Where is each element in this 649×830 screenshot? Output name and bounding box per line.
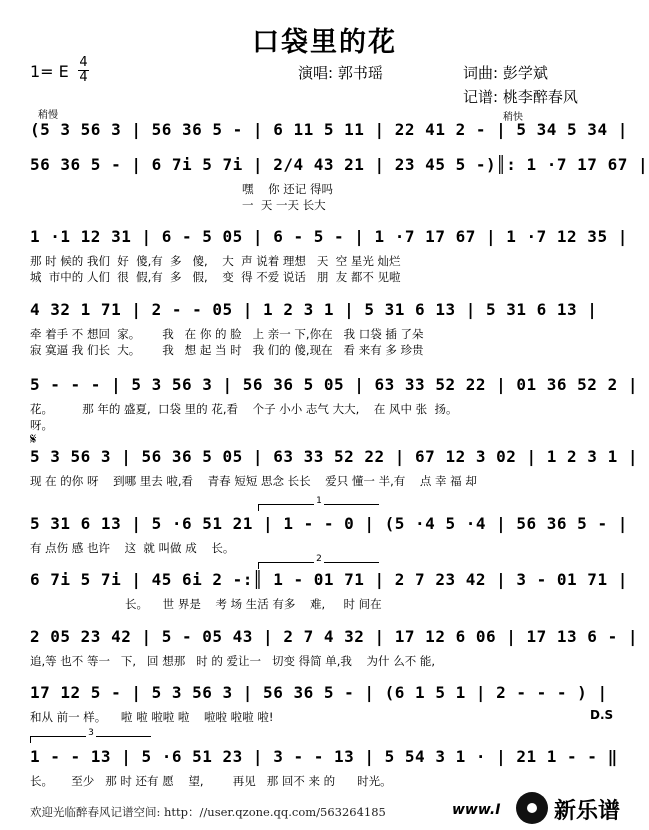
lyrics-verse-1: 和从 前一 样。 啦 啦 啦啦 啦 啦啦 啦啦 啦! (30, 710, 274, 724)
ds-mark: D.S (590, 708, 614, 722)
lyrics-verse-2: 呀。 (30, 418, 53, 432)
site-logo (452, 790, 646, 828)
lyrics-verse-1: 长。 世 界是 考 场 生活 有多 难, 时 间在 (30, 597, 382, 611)
lyrics-verse-2: 一 天 一天 长大 (30, 198, 326, 212)
notation-line: 56 36 5 - | 6 7i 5 7i | 2/4 43 21 | 23 45 5 -)║: 1 ·7 17 67 | (30, 155, 649, 174)
lyrics-verse-2: 寂 寞逼 我 们长 大。 我 想 起 当 时 我 们的 傻,现在 看 来有 多 珍贵 (30, 343, 424, 357)
lyrics-verse-1: 牵 着手 不 想回 家。 我 在 你 的 脸 上 亲一 下,你在 我 口袋 插 了朵 (30, 327, 424, 341)
score-system (30, 447, 638, 517)
score-system (30, 227, 628, 297)
volta-second: 2 (258, 562, 379, 569)
time-sig-bottom: 4 (79, 70, 88, 85)
lyrics-verse-1: 长。 至少 那 时 还有 愿 望, 再见 那 回不 来 的 时光。 (30, 774, 392, 788)
logo-text: 新乐谱 (554, 799, 621, 824)
notation-line: 5 31 6 13 | 5 ·6 51 21 | 1 - - 0 | (5 ·4 5 ·4 | 56 36 5 - | (30, 514, 628, 533)
logo-www-text: www.I (452, 802, 501, 818)
time-signature (78, 57, 89, 84)
record-disc-icon (516, 792, 548, 824)
lyrics-verse-1: 追,等 也不 等一 下, 回 想那 时 的 爱让一 切变 得简 单,我 为什 么不 能, (30, 654, 436, 668)
volta-first: 1 (258, 504, 379, 511)
score-system (30, 155, 649, 225)
lyrics-verse-1: 花。 那 年的 盛夏, 口袋 里的 花,看 个子 小小 志气 大大, 在 风中 张 扬。 (30, 402, 458, 416)
notation-line: 4 32 1 71 | 2 - - 05 | 1 2 3 1 | 5 31 6 13 | 5 31 6 13 | (30, 300, 598, 319)
notation-line: 5 - - - | 5 3 56 3 | 56 36 5 05 | 63 33 52 22 | 01 36 52 2 | (30, 375, 638, 394)
score-system (30, 375, 638, 445)
time-sig-top: 4 (79, 55, 88, 70)
notation-line: 1 ·1 12 31 | 6 - 5 05 | 6 - 5 - | 1 ·7 17 67 | 1 ·7 12 35 | (30, 227, 628, 246)
score-system (30, 683, 610, 753)
lyrics-verse-1: 那 时 候的 我们 好 傻,有 多 傻, 大 声 说着 理想 天 空 星光 灿烂 (30, 254, 401, 268)
song-title: 口袋里的花 (252, 27, 397, 58)
footer-website: 欢迎光临醉春风记谱空间: http：//user.qzone.qq.com/563264185 (30, 805, 386, 819)
notation-line: 2 05 23 42 | 5 - 05 43 | 2 7 4 32 | 17 12 6 06 | 17 13 6 - | (30, 627, 638, 646)
notation-line: 6 7i 5 7i | 45 6i 2 -:║ 1 - 01 71 | 2 7 23 42 | 3 - 01 71 | (30, 570, 628, 589)
lyrics-verse-1: 现 在 的你 呀 到哪 里去 啦,看 青春 短短 思念 长长 爱只 懂一 半,有 点 幸 福 却 (30, 474, 477, 488)
lyrics-verse-2: 城 市中的 人们 很 假,有 多 假, 变 得 不爱 说话 朋 友 都不 见啦 (30, 270, 401, 284)
score-system (30, 300, 610, 370)
key-signature: 1= E (30, 62, 69, 81)
segno-sign: 𝄋 (30, 430, 37, 448)
composer-credit: 词曲: 彭学斌 (463, 64, 548, 82)
tempo-mark-fast: 稍快 (503, 112, 523, 123)
volta-third: 3 (30, 736, 151, 743)
lyrics-verse-1: 嘿 你 还记 得吗 (30, 182, 333, 196)
singer-credit: 演唱: 郭书瑶 (298, 64, 383, 82)
notation-line: 17 12 5 - | 5 3 56 3 | 56 36 5 - | (6 1 5 1 | 2 - - - ) | (30, 683, 608, 702)
tempo-mark-slow: 稍慢 (38, 110, 58, 121)
notation-line: 5 3 56 3 | 56 36 5 05 | 63 33 52 22 | 67 12 3 02 | 1 2 3 1 | (30, 447, 638, 466)
notation-line: (5 3 56 3 | 56 36 5 - | 6 11 5 11 | 22 41 2 - | 5 34 5 34 | (30, 120, 628, 139)
transcriber-credit: 记谱: 桃李醉春风 (463, 88, 578, 106)
lyrics-verse-1: 有 点伤 感 也许 这 就 叫做 成 长。 (30, 541, 235, 555)
notation-line: 1 - - 13 | 5 ·6 51 23 | 3 - - 13 | 5 54 3 1 · | 21 1 - - ‖ (30, 747, 618, 766)
